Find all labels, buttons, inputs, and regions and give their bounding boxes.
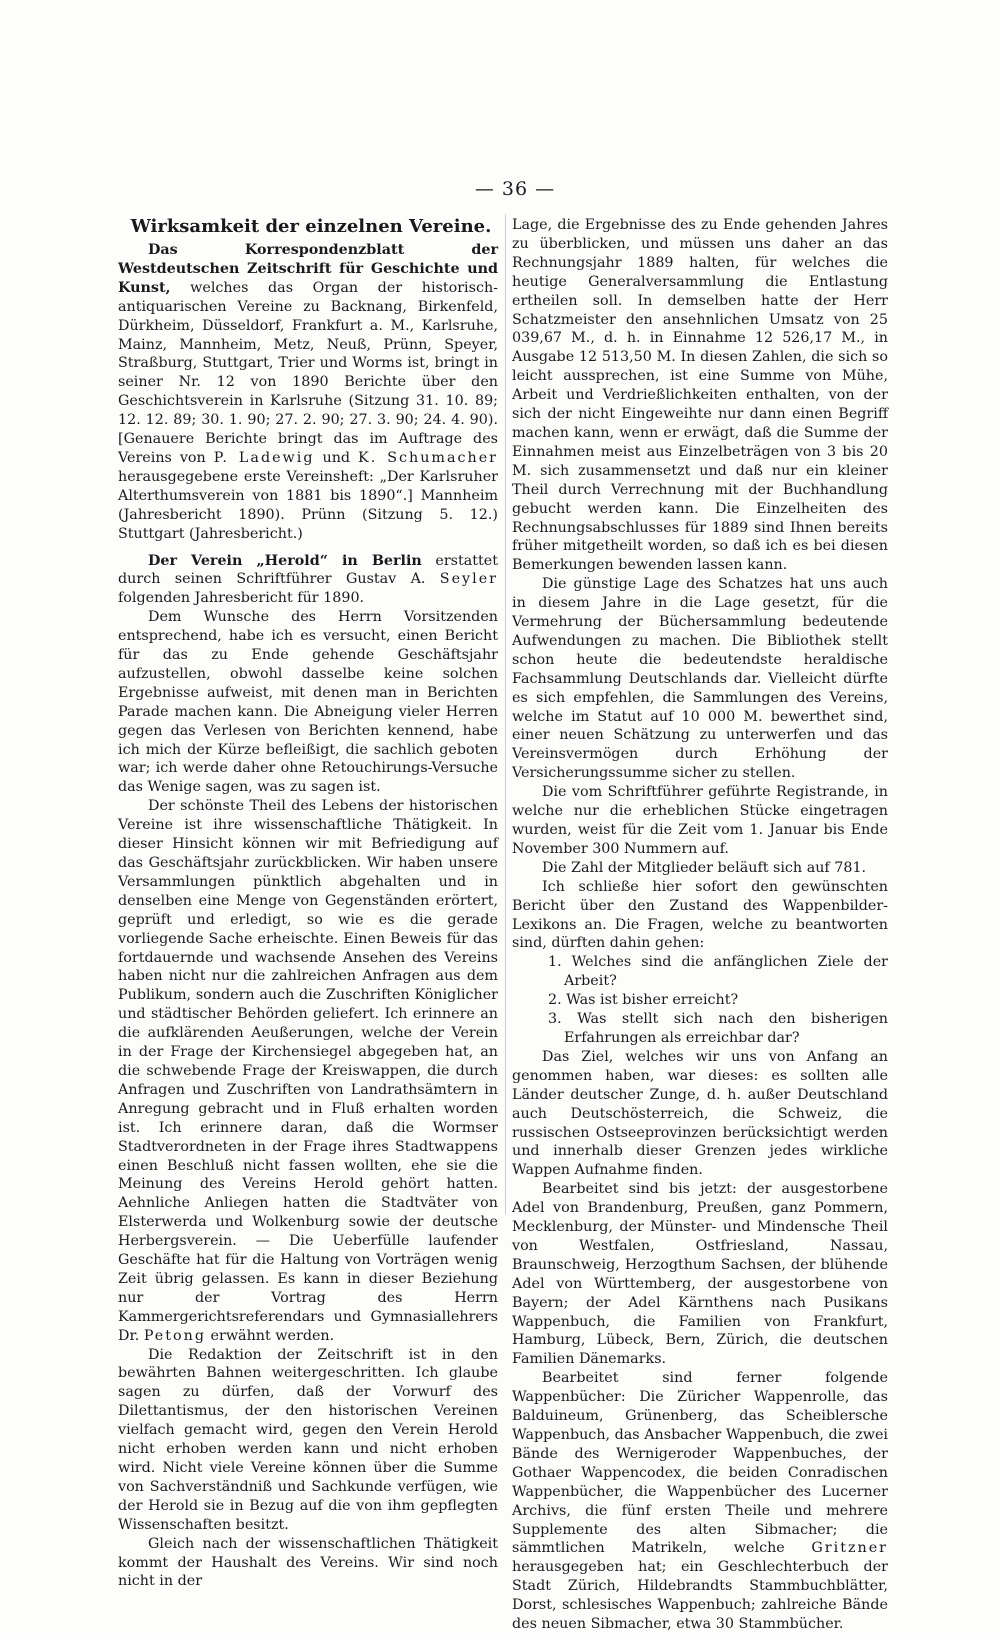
paragraph-library: Die günstige Lage des Schatzes hat uns auch in diesem Jahre in die Lage gesetzt, für die Vermehrung der Büchersammlung bedeutende Aufwendungen zu machen. Die Bibliothek stellt schon heute die bedeutendste heraldische Fachsammlung Deutschlands dar. Vielleicht dürfte es sich empfehlen, die Sammlungen des Vereins, welche im Statut auf 10 000 M. bewerthet sind, einer neuen Schätzung zu unterwerfen und das Vereinsvermögen durch Erhöhung der Versicherungssumme sicher zu stellen. [512,576,888,782]
paragraph-armorials: Bearbeitet sind ferner folgende Wappenbücher: Die Züricher Wappenrolle, das Balduineum, Grünenberg, das Scheiblersche Wappenbuch, das Ansbacher Wappenbuch, die zwei Bände des Wernigeroder Wappenbuches, der Gothaer Wappencodex, die beiden Conradischen Wappenbücher, die Wappenbücher des Lucerner Archivs, die fünf ersten Theile und mehrere Supplemente des alten Sibmacher; die sämmtlichen Matrikeln, welche Gritzner herausgegeben hat; ein Geschlechterbuch der Stadt Zürich, Hildebrandts Stammbuchblätter, Dorst, schlesisches Wappenbuch; zahlreiche Bände des neuen Sibmacher, etwa 30 Stammbücher. [512,1370,888,1633]
page-number: — 36 — [474,178,556,200]
paragraph-herold-intro: Der Verein „Herold“ in Berlin erstattet durch seinen Schriftführer Gustav A. Seyler folgenden Jahresbericht für 1890. [118,552,498,607]
publication-title: Das Korrespondenzblatt der Westdeutschen Zeitschrift für Geschichte und Kunst, [118,242,498,296]
paragraph-report-intro: Dem Wunsche des Herrn Vorsitzenden entsprechend, habe ich es versucht, einen Bericht für das zu Ende gehende Geschäftsjahr aufzustellen, obwohl dasselbe keine solchen Ergebnisse aufweist, mit denen man in Berichten Parade machen kann. Die Abneigung vieler Herren gegen das Verlesen von Berichten kennend, habe ich mich der Kürze befleißigt, die sachlich geboten war; ich werde daher ohne Retouchirungs-Versuche das Wenige sagen, was zu sagen ist. [118,609,498,796]
column-divider [505,214,506,1214]
person-name: P. Ladewig [213,449,315,466]
society-name: Der Verein „Herold“ in Berlin [148,552,422,569]
list-item: 2. Was ist bisher erreicht? [548,992,739,1009]
person-name: Petong [143,1327,206,1344]
paragraph-members: Die Zahl der Mitglieder beläuft sich auf 781. [542,859,867,876]
paragraph-registry: Die vom Schriftführer geführte Registrande, in welche nur die erheblichen Stücke eingetragen wurden, weist für die Zeit vom 1. Januar bis Ende November 300 Nummern auf. [512,784,888,857]
list-item: 1. Welches sind die anfänglichen Ziele der Arbeit? [548,954,888,990]
person-name: K. Schumacher [358,449,499,466]
section-title: Wirksamkeit der einzelnen Vereine. [130,216,492,237]
paragraph-scientific-activity: Der schönste Theil des Lebens der historischen Vereine ist ihre wissenschaftliche Thätigkeit. In dieser Hinsicht können wir mit Befriedigung auf das Geschäftsjahr zurückblicken. Wir haben unsere Versammlungen pünktlich abgehalten und in denselben eine Menge von Gegenständen erörtert, geprüft und erledigt, so wie es die gerade vorliegende Sache erheischte. Einen Beweis für das fortdauernde und wachsende Ansehen des Vereins haben nicht nur die zahlreichen Anfragen aus dem Publikum, sondern auch die Zuschriften Königlicher und städtischer Behörden geliefert. Ich erinnere an die aufklärenden Aeußerungen, welche der Verein in der Frage der Kirchensiegel abgegeben hat, an die schwebende Frage der Kreiswappen, die durch Anfragen und Zuschriften von Landrathsämtern in Anregung gebracht und in Fluß erhalten worden ist. Ich erinnere daran, daß die Wormser Stadtverordneten in der Frage ihres Stadtwappens einen Beschluß nicht fassen wollten, ehe sie die Meinung des Vereins Herold gehört hatten. Aehnliche Anliegen hatten die Stadtväter von Elsterwerda und Wolkenburg sowie der deutsche Herbergsverein. — Die Ueberfülle laufender Geschäfte hat für die Haltung von Vorträgen wenig Zeit übrig gelassen. Es kann in dieser Beziehung nur der Vortrag des Herrn Kammergerichtsreferendars und Gymnasiallehrers Dr. Petong erwähnt werden. [118,798,498,1344]
paragraph-editorial: Die Redaktion der Zeitschrift ist in den bewährten Bahnen weitergeschritten. Ich glaube sagen zu dürfen, daß der Vorwurf des Dilettantismus, der den historischen Vereinen vielfach gemacht wird, gegen den Verein Herold nicht erhoben werden kann und nicht erhoben wird. Nicht viele Vereine können über die Summe von Sachverständniß und Sachkunde verfügen, wie der Herold sie in Bezug auf die von ihm gepflegten Wissenschaften besitzt. [118,1346,498,1533]
paragraph-finances: Lage, die Ergebnisse des zu Ende gehenden Jahres zu überblicken, und müssen uns daher an das Rechnungsjahr 1889 halten, für welches die heutige Generalversammlung die Entlastung ertheilen soll. In demselben hatte der Herr Schatzmeister den ansehnlichen Umsatz von 25 039,67 M., d. h. in Einnahme 12 526,17 M., in Ausgabe 12 513,50 M. In diesen Zahlen, die sich so leicht aussprechen, ist eine Summe von Mühe, Arbeit und Verdrießlichkeiten enthalten, von der sich der nicht Eingeweihte nur dann einen Begriff machen kann, wenn er erwägt, daß die Summe der Einnahmen meist aus Einzelbeträgen von 3 bis 20 M. sich zusammensetzt und daß nur ein kleiner Theil durch Verrechnung mit der Buchhandlung gebucht werden kann. Die Einzelheiten des Rechnungsabschlusses für 1889 sind Ihnen bereits früher mitgetheilt worden, so daß ich es bei diesen Bemerkungen bewenden lassen kann. [512,217,888,574]
paragraph-lexikon-intro: Ich schließe hier sofort den gewünschten Bericht über den Zustand des Wappenbilder-Lexikons an. Die Fragen, welche zu beantworten sind, dürften dahin gehen: [512,878,888,952]
person-name: Gritzner [811,1540,888,1557]
paragraph-processed: Bearbeitet sind bis jetzt: der ausgestorbene Adel von Brandenburg, Preußen, ganz Pommern, Mecklenburg, der Münster- und Mindensche Theil von Westfalen, Ostfriesland, Nassau, Braunschweig, Herzogthum Sachsen, der blühende Adel von Württemberg, der ausgestorbene von Bayern; der Adel Kärnthens nach Pusikans Wappenbuch, die Familien von Frankfurt, Hamburg, Lübeck, Bern, Zürich, die deutschen Familien Dänemarks. [512,1181,888,1368]
paragraph-goal: Das Ziel, welches wir uns von Anfang an genommen haben, war dieses: es sollten alle Länder deutscher Zunge, d. h. außer Deutschland auch Deutschösterreich, die Schweiz, die russischen Ostseeprovinzen berücksichtigt werden und innerhalb dieser Grenzen jedes wirkliche Wappen Aufnahme finden. [512,1048,888,1179]
right-column [512,216,888,1634]
paragraph-korrespondenzblatt: Das Korrespondenzblatt der Westdeutschen Zeitschrift für Geschichte und Kunst, welches das Organ der historisch-antiquarischen Vereine zu Backnang, Birkenfeld, Dürkheim, Düsseldorf, Frankfurt a. M., Karlsruhe, Mainz, Mannheim, Metz, Neuß, Prünn, Speyer, Straßburg, Stuttgart, Trier und Worms ist, bringt in seiner Nr. 12 von 1890 Berichte über den Geschichtsverein in Karlsruhe (Sitzung 31. 10. 89; 12. 12. 89; 30. 1. 90; 27. 2. 90; 27. 3. 90; 24. 4. 90). [Genauere Berichte bringt das im Auftrage des Vereins von P. Ladewig und K. Schumacher herausgegebene erste Vereinsheft: „Der Karlsruher Alterthumsverein von 1881 bis 1890“.] Mannheim (Jahresbericht 1890). Prünn (Sitzung 5. 12.) Stuttgart (Jahresbericht.) [118,242,499,542]
question-list [512,953,888,1048]
person-name: Seyler [439,571,498,588]
paragraph-budget-start: Gleich nach der wissenschaftlichen Thätigkeit kommt der Haushalt des Vereins. Wir sind noch nicht in der [118,1535,498,1590]
left-column [118,216,498,1591]
list-item: 3. Was stellt sich nach den bisherigen Erfahrungen als erreichbar dar? [548,1011,888,1046]
